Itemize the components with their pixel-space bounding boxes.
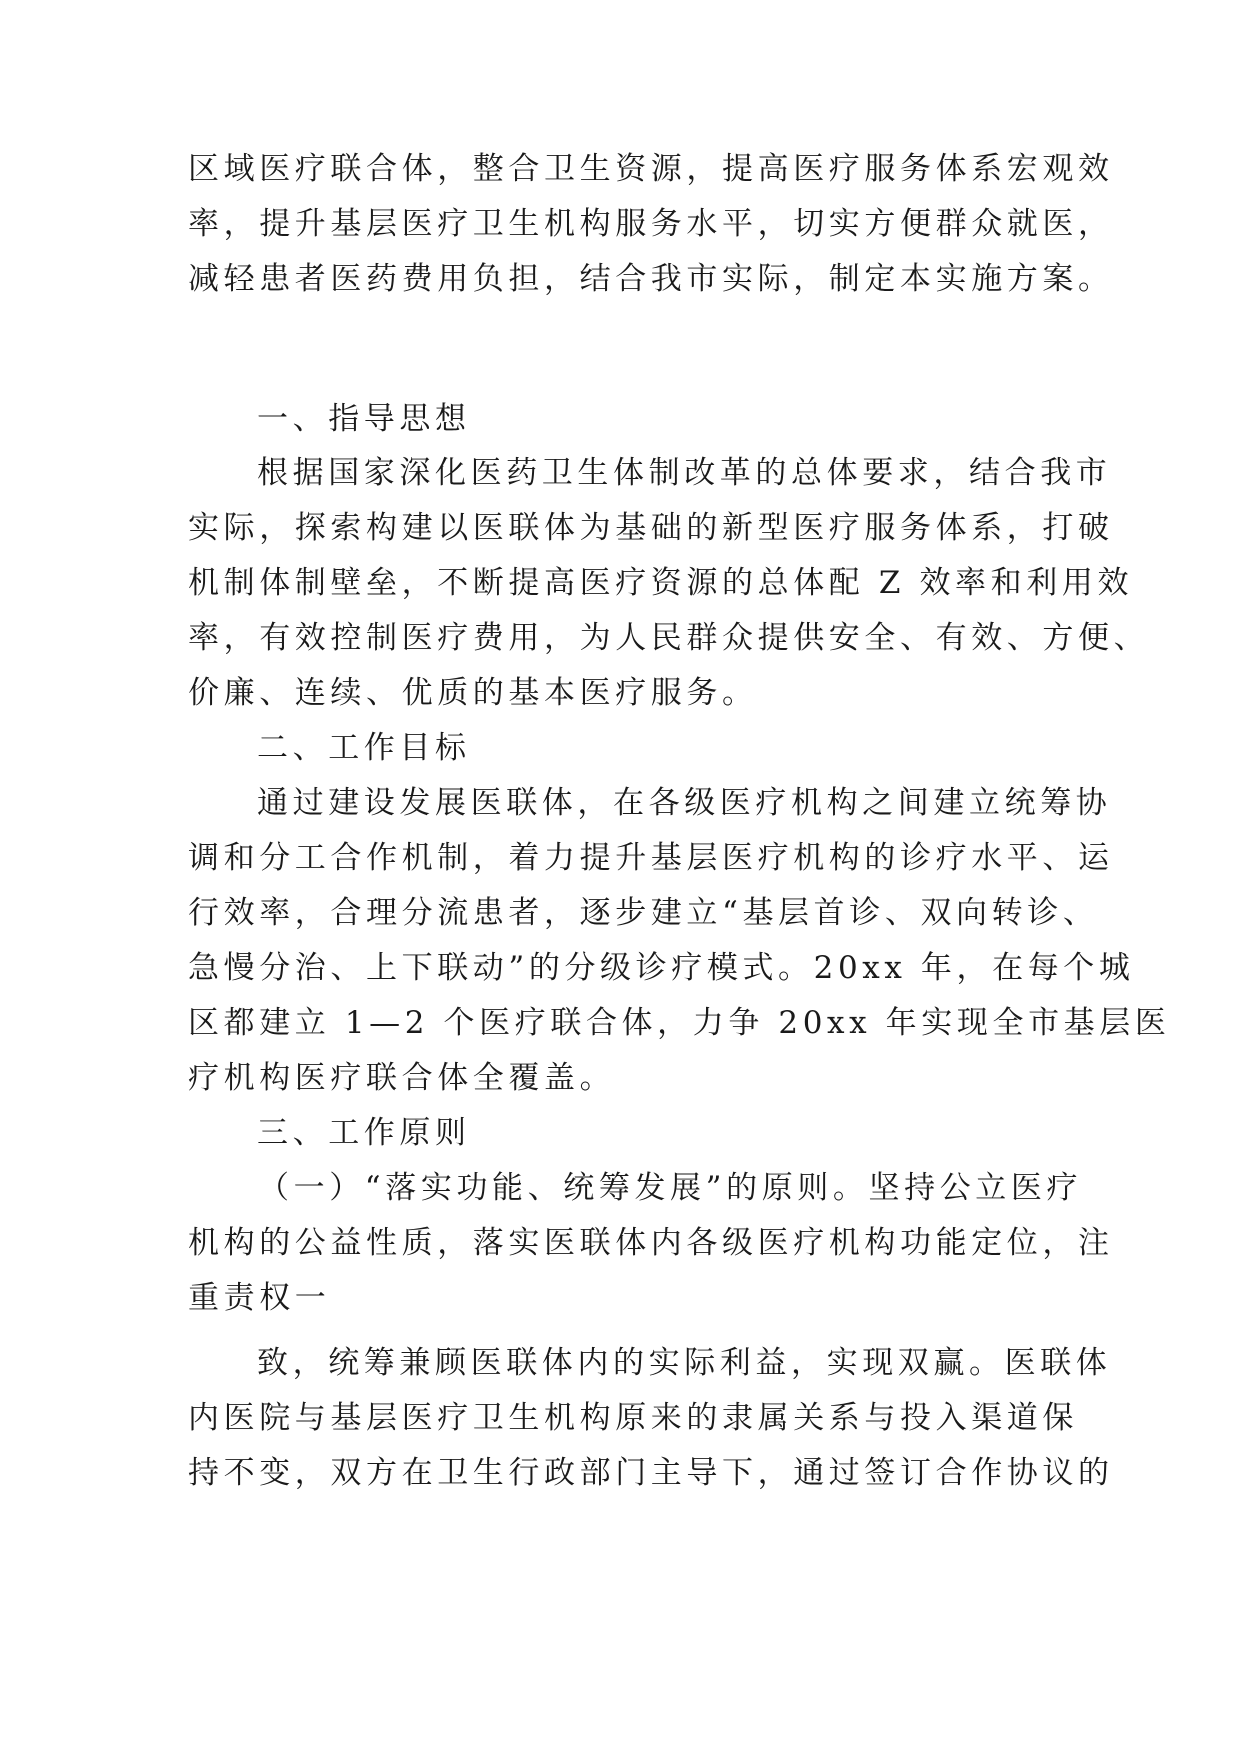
- section1-line-3: 机制体制壁垒，不断提高医疗资源的总体配 Z 效率和利用效: [188, 565, 1134, 601]
- section2-line-4: 急慢分治、上下联动”的分级诊疗模式。20xx 年，在每个城: [188, 950, 1135, 986]
- section-heading-work-goals: 二、工作目标: [257, 730, 471, 766]
- intro-line-2: 率，提升基层医疗卫生机构服务水平，切实方便群众就医，: [188, 206, 1114, 242]
- section2-line-1: 通过建设发展医联体，在各级医疗机构之间建立统筹协: [257, 785, 1112, 821]
- section2-line-6: 疗机构医疗联合体全覆盖。: [188, 1060, 616, 1096]
- section2-line-3: 行效率，合理分流患者，逐步建立“基层首诊、双向转诊、: [188, 895, 1099, 931]
- intro-line-1: 区域医疗联合体，整合卫生资源，提高医疗服务体系宏观效: [188, 151, 1114, 187]
- intro-line-3: 减轻患者医药费用负担，结合我市实际，制定本实施方案。: [188, 261, 1114, 297]
- section1-line-1: 根据国家深化医药卫生体制改革的总体要求，结合我市: [257, 455, 1112, 491]
- section1-line-2: 实际，探索构建以医联体为基础的新型医疗服务体系，打破: [188, 510, 1114, 546]
- section3-line-4: 致，统筹兼顾医联体内的实际利益，实现双赢。医联体: [257, 1345, 1112, 1381]
- section1-line-4: 率，有效控制医疗费用，为人民群众提供安全、有效、方便、: [188, 620, 1150, 656]
- section1-line-5: 价廉、连续、优质的基本医疗服务。: [188, 675, 758, 711]
- section3-line-2: 机构的公益性质，落实医联体内各级医疗机构功能定位，注: [188, 1225, 1114, 1261]
- section2-line-5: 区都建立 1—2 个医疗联合体，力争 20xx 年实现全市基层医: [188, 1005, 1171, 1041]
- section3-line-3: 重责权一: [188, 1280, 331, 1316]
- section3-line-5: 内医院与基层医疗卫生机构原来的隶属关系与投入渠道保: [188, 1400, 1078, 1436]
- section3-line-6: 持不变，双方在卫生行政部门主导下，通过签订合作协议的: [188, 1455, 1114, 1491]
- section-heading-guiding-ideology: 一、指导思想: [257, 401, 471, 437]
- section3-line-1: （一）“落实功能、统筹发展”的原则。坚持公立医疗: [258, 1170, 1083, 1206]
- section-heading-work-principles: 三、工作原则: [257, 1115, 471, 1151]
- section2-line-2: 调和分工合作机制，着力提升基层医疗机构的诊疗水平、运: [188, 840, 1114, 876]
